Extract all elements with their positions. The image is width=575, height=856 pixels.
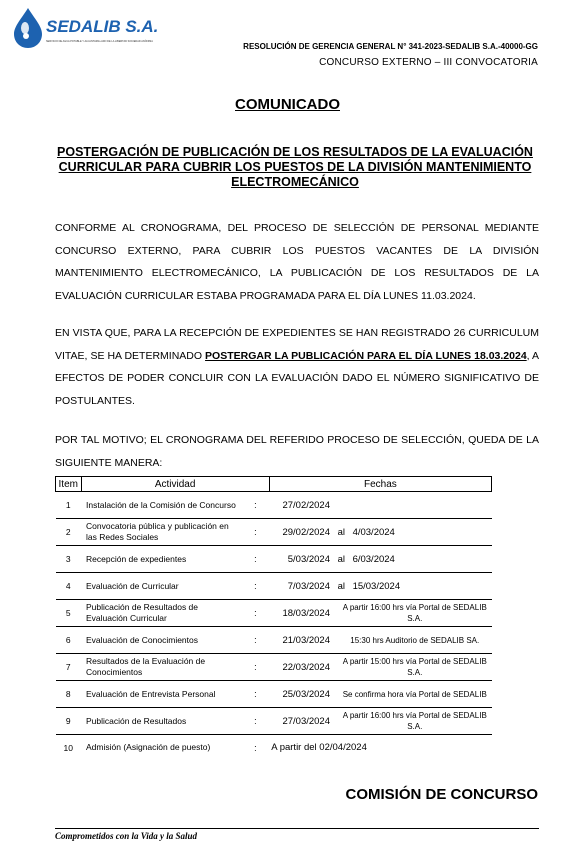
footer-divider bbox=[55, 828, 539, 829]
paragraph-1: CONFORME AL CRONOGRAMA, DEL PROCESO DE SELECCIÓN DE PERSONAL MEDIANTE CONCURSO EXTERNO, PARA CUBRIR LOS PUESTOS VACANTES DE LA DIVISIÓN MANTENIMIENTO ELECTROMECÁNICO, LA PUBLICACIÓN DE LOS RESULTADOS DE LA EVALUACIÓN CURRICULAR ESTABA PROGRAMADA PARA EL DÍA LUNES 11.03.2024. bbox=[55, 222, 539, 302]
row-note bbox=[400, 546, 491, 573]
row-note bbox=[400, 519, 491, 546]
row-date-full: A partir del 02/04/2024 bbox=[271, 742, 367, 754]
row-colon: : bbox=[242, 492, 270, 519]
table-row bbox=[56, 573, 492, 600]
row-note bbox=[400, 573, 491, 600]
row-al: al bbox=[330, 546, 353, 573]
row-date-end: 4/03/2024 bbox=[353, 519, 401, 546]
row-al: al bbox=[330, 573, 353, 600]
row-activity: Evaluación de Conocimientos bbox=[81, 627, 242, 654]
row-colon: : bbox=[242, 654, 270, 681]
logo-text: SEDALIB S.A. bbox=[46, 17, 159, 36]
table-row bbox=[56, 519, 492, 546]
header-dates: Fechas bbox=[269, 477, 491, 492]
header-activity: Actividad bbox=[81, 477, 269, 492]
row-item: 4 bbox=[56, 573, 82, 600]
sedalib-logo bbox=[14, 6, 174, 50]
resolution-reference: RESOLUCIÓN DE GERENCIA GENERAL N° 341-2023-SEDALIB S.A.-40000-GG bbox=[243, 42, 538, 51]
contest-reference: CONCURSO EXTERNO – III CONVOCATORIA bbox=[319, 57, 538, 68]
paragraph-2-emphasis: POSTERGAR LA PUBLICACIÓN PARA EL DÍA LUNES 18.03.2024 bbox=[205, 349, 527, 362]
row-item: 5 bbox=[56, 600, 82, 627]
table-row bbox=[56, 627, 492, 654]
row-note: A partir 15:00 hrs vía Portal de SEDALIB S.A. bbox=[330, 654, 492, 681]
row-activity: Recepción de expedientes bbox=[81, 546, 242, 573]
table-row bbox=[56, 654, 492, 681]
row-activity: Instalación de la Comisión de Concurso bbox=[81, 492, 242, 519]
row-colon: : bbox=[242, 519, 270, 546]
logo-tagline: SERVICIO DE AGUA POTABLE Y ALCANTARILLADO DE LA LIBERTAD SOCIEDAD ANÓNIMA bbox=[46, 40, 153, 43]
row-colon: : bbox=[242, 600, 270, 627]
row-activity: Resultados de la Evaluación de Conocimientos bbox=[81, 654, 242, 681]
row-colon: : bbox=[242, 573, 270, 600]
row-colon: : bbox=[242, 681, 270, 708]
row-item: 7 bbox=[56, 654, 82, 681]
row-date-start: 25/03/2024 bbox=[269, 681, 330, 708]
row-date-start: 18/03/2024 bbox=[269, 600, 330, 627]
row-colon: : bbox=[242, 627, 270, 654]
row-note bbox=[400, 492, 491, 519]
paragraph-2 bbox=[55, 322, 539, 412]
row-activity: Publicación de Resultados de Evaluación Curricular bbox=[81, 600, 242, 627]
row-item: 2 bbox=[56, 519, 82, 546]
row-colon: : bbox=[242, 708, 270, 735]
row-item: 8 bbox=[56, 681, 82, 708]
table-row bbox=[56, 681, 492, 708]
signature-commission: COMISIÓN DE CONCURSO bbox=[345, 786, 538, 803]
row-colon: : bbox=[254, 742, 257, 753]
row-item: 1 bbox=[56, 492, 82, 519]
footer-slogan: Comprometidos con la Vida y la Salud bbox=[55, 831, 198, 841]
table-header-row bbox=[56, 477, 492, 492]
row-date-end bbox=[353, 492, 401, 519]
row-activity: Publicación de Resultados bbox=[81, 708, 242, 735]
row-activity: Convocatoria pública y publicación en las Redes Sociales bbox=[81, 519, 242, 546]
header-item: Item bbox=[56, 477, 82, 492]
row-colon: : bbox=[242, 546, 270, 573]
row-note: A partir 16:00 hrs vía Portal de SEDALIB S.A. bbox=[330, 708, 492, 735]
row-item: 6 bbox=[56, 627, 82, 654]
row-item: 9 bbox=[56, 708, 82, 735]
row-activity: Admisión (Asignación de puesto) bbox=[86, 742, 211, 753]
table-row bbox=[56, 600, 492, 627]
row-date-end: 15/03/2024 bbox=[353, 573, 401, 600]
document-subject: POSTERGACIÓN DE PUBLICACIÓN DE LOS RESULTADOS DE LA EVALUACIÓN CURRICULAR PARA CUBRIR LOS PUESTOS DE LA DIVISIÓN MANTENIMIENTO ELECTROMECÁNICO bbox=[57, 145, 533, 189]
paragraph-2-text-a: EN VISTA QUE, PARA LA RECEPCIÓN DE EXPEDIENTES SE HAN REGISTRADO 26 CURRICULUM VITAE, SE HA DETERMINADO bbox=[55, 327, 539, 362]
row-date-start: 29/02/2024 bbox=[269, 519, 330, 546]
row-date-start: 27/02/2024 bbox=[269, 492, 330, 519]
row-item: 3 bbox=[56, 546, 82, 573]
row-al bbox=[330, 492, 353, 519]
table-row bbox=[56, 492, 492, 519]
table-row bbox=[56, 708, 492, 735]
schedule-table bbox=[55, 476, 492, 761]
row-date-end: 6/03/2024 bbox=[353, 546, 401, 573]
row-date-start: 21/03/2024 bbox=[269, 627, 330, 654]
row-activity: Evaluación de Entrevista Personal bbox=[81, 681, 242, 708]
row-date-start: 7/03/2024 bbox=[269, 573, 330, 600]
table-row bbox=[56, 735, 492, 761]
row-note: Se confirma hora vía Portal de SEDALIB bbox=[330, 681, 492, 708]
row-date-start: 22/03/2024 bbox=[269, 654, 330, 681]
table-row bbox=[56, 546, 492, 573]
row-note: 15:30 hrs Auditorio de SEDALIB SA. bbox=[330, 627, 492, 654]
paragraph-2-text-b: , A EFECTOS DE PODER CONCLUIR CON LA EVALUACIÓN DADO EL NÚMERO SIGNIFICATIVO DE POSTULANTES. bbox=[55, 349, 540, 407]
row-al: al bbox=[330, 519, 353, 546]
row-note: A partir 16:00 hrs vía Portal de SEDALIB S.A. bbox=[330, 600, 492, 627]
document-title: COMUNICADO bbox=[235, 96, 340, 113]
paragraph-3: POR TAL MOTIVO; EL CRONOGRAMA DEL REFERIDO PROCESO DE SELECCIÓN, QUEDA DE LA SIGUIENTE MANERA: bbox=[55, 434, 539, 469]
row-date-start: 5/03/2024 bbox=[269, 546, 330, 573]
row-item: 10 bbox=[63, 742, 73, 753]
row-activity: Evaluación de Curricular bbox=[81, 573, 242, 600]
row-date-start: 27/03/2024 bbox=[269, 708, 330, 735]
